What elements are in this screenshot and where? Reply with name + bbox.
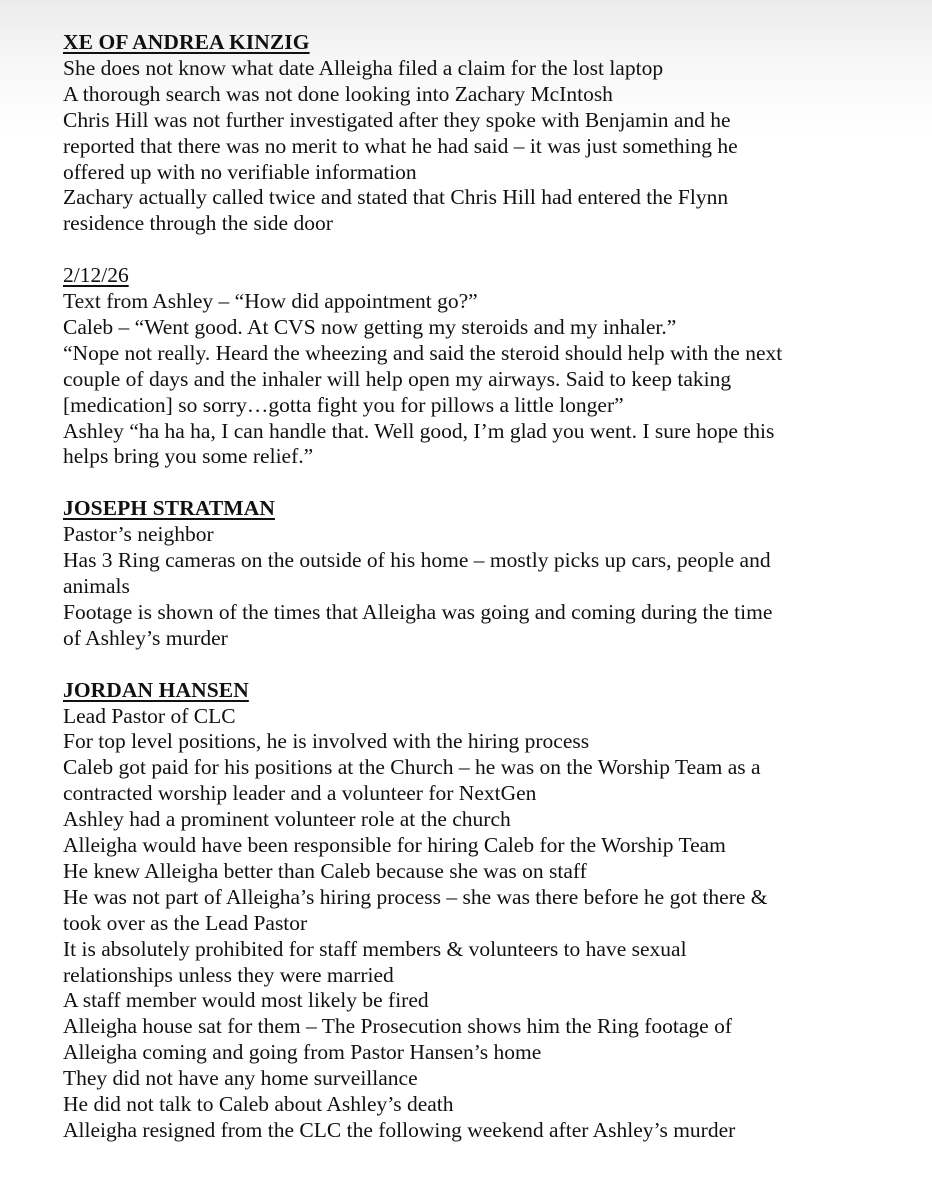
text-line: Zachary actually called twice and stated that Chris Hill had entered the Flynn xyxy=(63,185,729,210)
text-line: took over as the Lead Pastor xyxy=(63,910,308,935)
text-line: Caleb got paid for his positions at the Church – he was on the Worship Team as a xyxy=(63,755,761,780)
text-line: He knew Alleigha better than Caleb because she was on staff xyxy=(63,858,587,883)
text-line: It is absolutely prohibited for staff members & volunteers to have sexual xyxy=(63,936,687,961)
text-line: reported that there was no merit to what he had said – it was just something he xyxy=(63,133,738,158)
text-line: Caleb – “Went good. At CVS now getting my steroids and my inhaler.” xyxy=(63,314,677,339)
section-heading: JOSEPH STRATMAN xyxy=(63,496,275,521)
text-line: animals xyxy=(63,574,130,598)
date-heading: 2/12/26 xyxy=(63,263,129,288)
text-line: A staff member would most likely be fired xyxy=(63,988,429,1013)
text-line: Footage is shown of the times that Alleigha was going and coming during the time xyxy=(63,599,773,624)
text-line: Alleigha resigned from the CLC the following weekend after Ashley’s murder xyxy=(63,1118,736,1143)
text-line: [medication] so sorry…gotta fight you for pillows a little longer” xyxy=(63,392,624,417)
section-date-entry xyxy=(63,263,914,470)
text-line: couple of days and the inhaler will help open my airways. Said to keep taking xyxy=(63,366,732,391)
text-line: helps bring you some relief.” xyxy=(63,444,314,469)
text-line: Alleigha house sat for them – The Prosecution shows him the Ring footage of xyxy=(63,1014,732,1039)
text-line: Lead Pastor of CLC xyxy=(63,703,236,728)
text-line: of Ashley’s murder xyxy=(63,625,228,650)
text-line: Alleigha would have been responsible for hiring Caleb for the Worship Team xyxy=(63,833,726,858)
text-line: Pastor’s neighbor xyxy=(63,522,214,547)
text-line: Alleigha coming and going from Pastor Hansen’s home xyxy=(63,1040,542,1065)
section-jordan-hansen xyxy=(63,678,914,1144)
text-line: offered up with no verifiable information xyxy=(63,159,417,184)
text-line: “Nope not really. Heard the wheezing and said the steroid should help with the next xyxy=(63,340,783,365)
text-line: residence through the side door xyxy=(63,211,333,236)
text-line: For top level positions, he is involved with the hiring process xyxy=(63,729,590,754)
section-spacer xyxy=(63,652,914,678)
text-line: Ashley “ha ha ha, I can handle that. Well good, I’m glad you went. I sure hope this xyxy=(63,418,775,443)
text-line: Has 3 Ring cameras on the outside of his home – mostly picks up cars, people and xyxy=(63,548,771,573)
text-line: He was not part of Alleigha’s hiring process – she was there before he got there & xyxy=(63,884,768,909)
section-heading: JORDAN HANSEN xyxy=(63,677,249,702)
text-line: Text from Ashley – “How did appointment go?” xyxy=(63,289,478,314)
text-line: They did not have any home surveillance xyxy=(63,1066,418,1091)
text-line: Ashley had a prominent volunteer role at the church xyxy=(63,807,511,832)
text-line: Chris Hill was not further investigated after they spoke with Benjamin and he xyxy=(63,107,731,132)
text-line: contracted worship leader and a volunteer for NextGen xyxy=(63,781,537,806)
section-heading: XE OF ANDREA KINZIG xyxy=(63,30,310,54)
text-line: relationships unless they were married xyxy=(63,962,394,987)
text-line: He did not talk to Caleb about Ashley’s death xyxy=(63,1092,454,1117)
text-line: She does not know what date Alleigha filed a claim for the lost laptop xyxy=(63,55,664,80)
section-joseph-stratman xyxy=(63,496,914,651)
text-line: A thorough search was not done looking into Zachary McIntosh xyxy=(63,81,613,106)
section-xe-andrea-kinzig xyxy=(63,30,914,237)
section-spacer xyxy=(63,470,914,496)
section-spacer xyxy=(63,237,914,263)
